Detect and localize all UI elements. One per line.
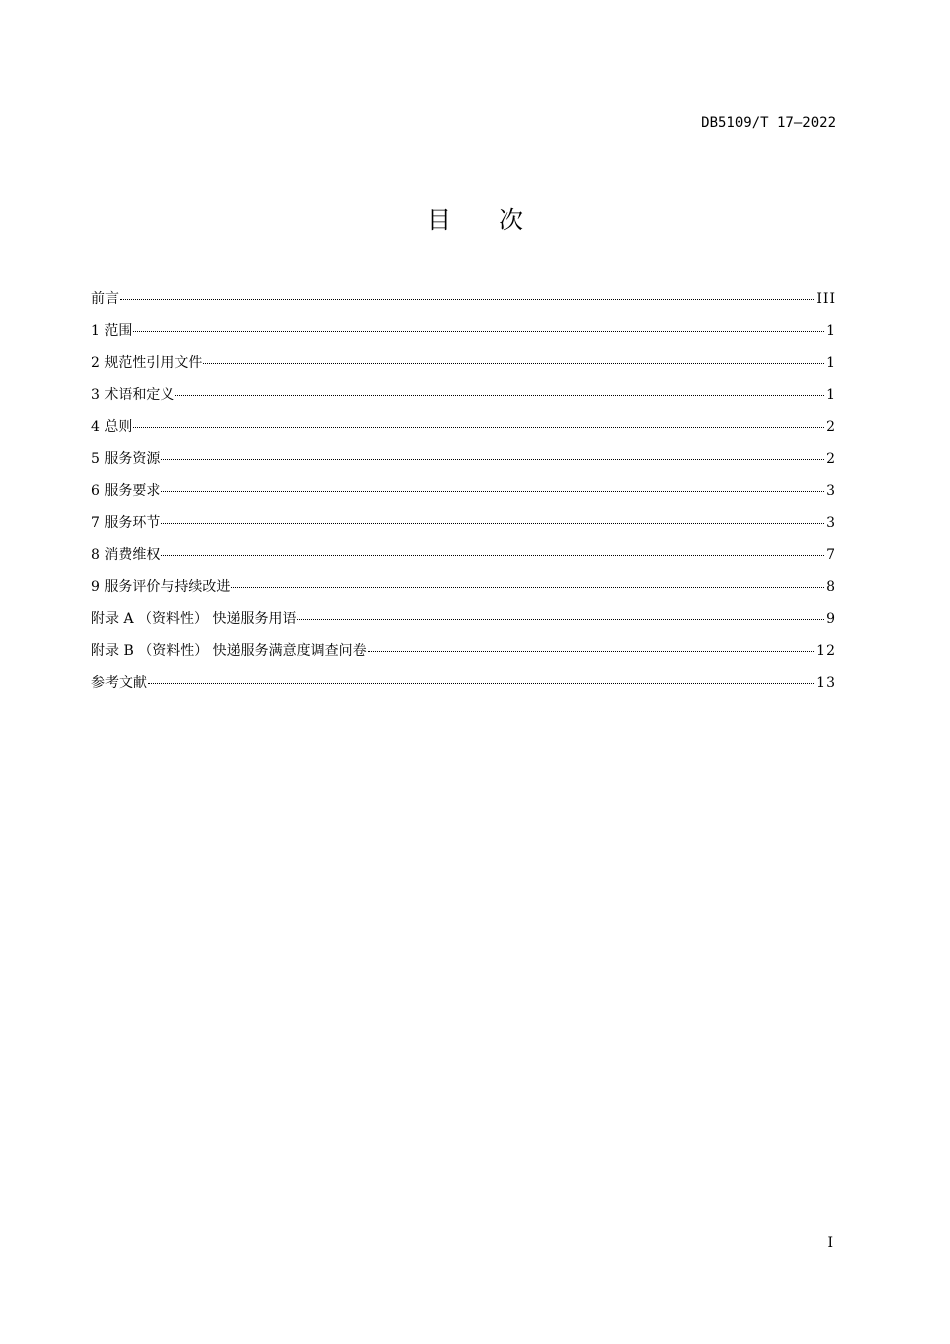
- dot-leader: [368, 651, 815, 652]
- dot-leader: [297, 619, 824, 620]
- document-code: DB5109/T 17—2022: [701, 115, 836, 131]
- title-char-1: 目: [427, 206, 451, 234]
- toc-entry-general[interactable]: [91, 416, 836, 448]
- toc-entry-page: III: [816, 291, 836, 307]
- toc-entry-label: 8 消费维权: [91, 547, 161, 563]
- page-title: [0, 200, 950, 235]
- toc-entry-normative-references[interactable]: [91, 352, 836, 384]
- toc-entry-page: 2: [826, 451, 836, 467]
- toc-entry-label: 5 服务资源: [91, 451, 161, 467]
- dot-leader: [161, 459, 824, 460]
- table-of-contents: [91, 288, 836, 704]
- dot-leader: [161, 491, 824, 492]
- toc-entry-page: 1: [826, 387, 836, 403]
- toc-entry-label: 6 服务要求: [91, 483, 161, 499]
- toc-entry-label: 2 规范性引用文件: [91, 355, 203, 371]
- toc-entry-label: 3 术语和定义: [91, 387, 175, 403]
- toc-entry-service-requirements[interactable]: [91, 480, 836, 512]
- toc-entry-appendix-b[interactable]: [91, 640, 836, 672]
- dot-leader: [175, 395, 824, 396]
- toc-entry-bibliography[interactable]: [91, 672, 836, 704]
- toc-entry-service-stages[interactable]: [91, 512, 836, 544]
- toc-entry-label: 前言: [91, 291, 119, 307]
- page-number: I: [827, 1235, 833, 1251]
- toc-entry-page: 13: [816, 675, 836, 691]
- toc-entry-label: 9 服务评价与持续改进: [91, 579, 231, 595]
- dot-leader: [148, 683, 814, 684]
- toc-entry-page: 7: [826, 547, 836, 563]
- dot-leader: [133, 331, 824, 332]
- dot-leader: [161, 523, 824, 524]
- dot-leader: [133, 427, 824, 428]
- toc-entry-label: 附录 B （资料性） 快递服务满意度调查问卷: [91, 643, 367, 659]
- toc-entry-page: 1: [826, 323, 836, 339]
- toc-entry-label: 附录 A （资料性） 快递服务用语: [91, 611, 297, 627]
- toc-entry-page: 3: [826, 515, 836, 531]
- toc-entry-page: 9: [826, 611, 836, 627]
- toc-entry-scope[interactable]: [91, 320, 836, 352]
- toc-entry-consumer-rights[interactable]: [91, 544, 836, 576]
- toc-entry-foreword[interactable]: [91, 288, 836, 320]
- toc-entry-page: 8: [826, 579, 836, 595]
- toc-entry-page: 1: [826, 355, 836, 371]
- toc-entry-label: 7 服务环节: [91, 515, 161, 531]
- dot-leader: [120, 299, 814, 300]
- toc-entry-appendix-a[interactable]: [91, 608, 836, 640]
- toc-entry-page: 3: [826, 483, 836, 499]
- toc-entry-terms-definitions[interactable]: [91, 384, 836, 416]
- toc-entry-page: 2: [826, 419, 836, 435]
- dot-leader: [203, 363, 824, 364]
- toc-entry-service-resources[interactable]: [91, 448, 836, 480]
- toc-entry-label: 1 范围: [91, 323, 133, 339]
- dot-leader: [231, 587, 824, 588]
- toc-entry-label: 参考文献: [91, 675, 147, 691]
- dot-leader: [161, 555, 824, 556]
- toc-entry-page: 12: [816, 643, 836, 659]
- title-char-2: 次: [499, 206, 523, 234]
- toc-entry-evaluation-improvement[interactable]: [91, 576, 836, 608]
- toc-entry-label: 4 总则: [91, 419, 133, 435]
